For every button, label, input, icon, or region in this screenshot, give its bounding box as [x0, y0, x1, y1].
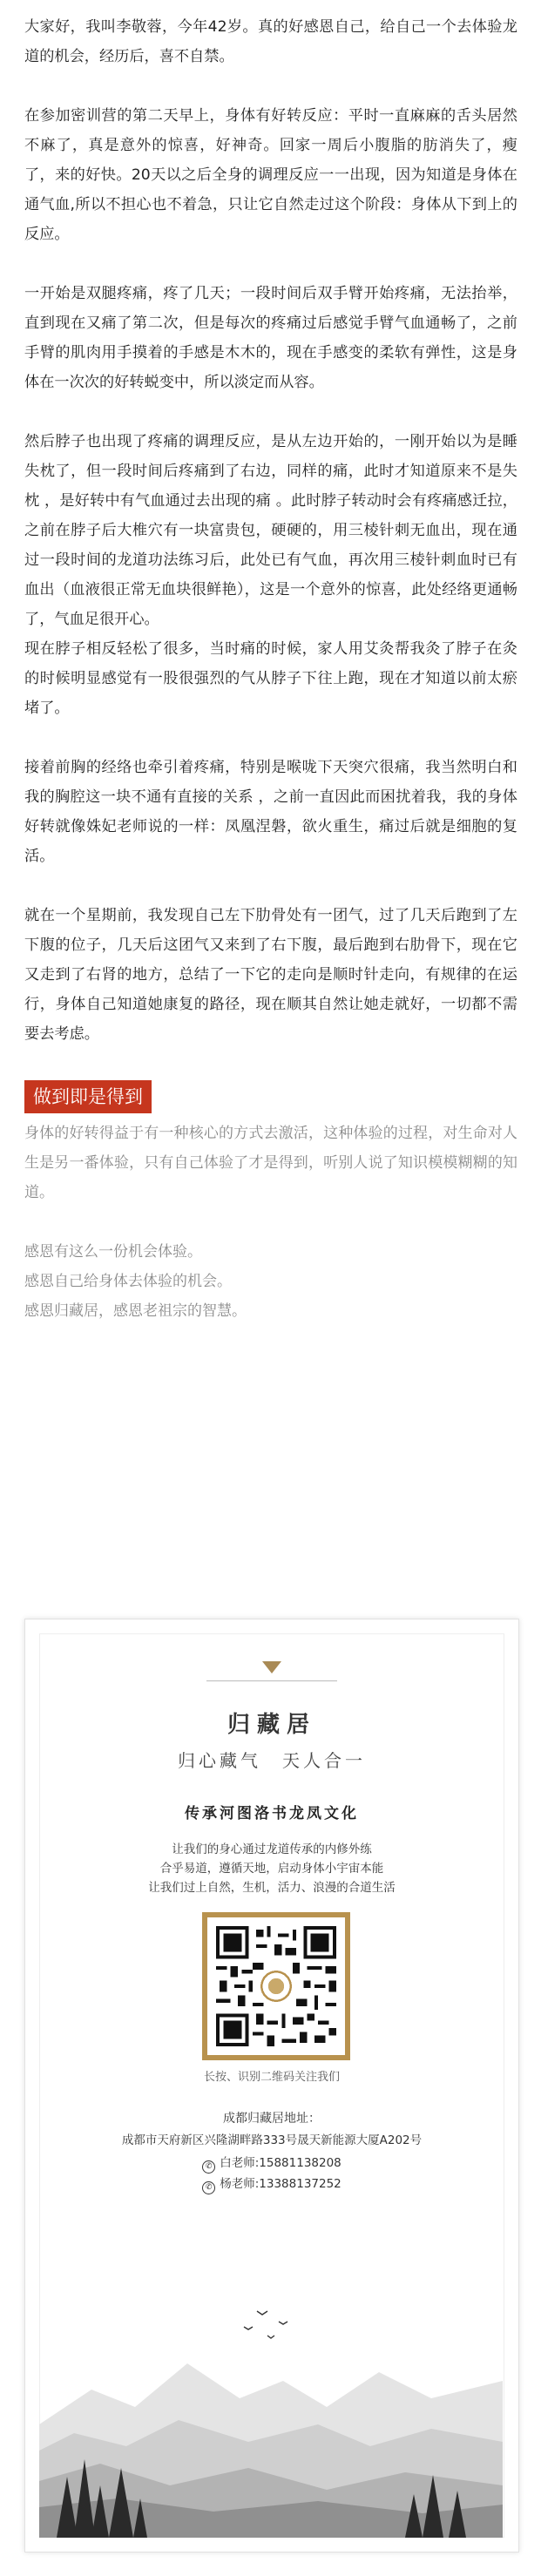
- paragraph-neck: 然后脖子也出现了疼痛的调理反应，是从左边开始的，一刚开始以为是睡失枕了，但一段时间后疼痛到了右边，同样的痛，此时才知道原来不是失枕 ，是好转中有气血通过去出现的痛 。此时脖子转动时会有疼痛感迁拉，之前在脖子后大椎穴有一块富贵包，硬硬的，用三棱针刺无血出，现在通过一段时间的龙道功法练习后，此处已有气血，再次用三棱针刺血时已有血出（血液很正常无血块很鲜艳），这是一个意外的惊喜，此处经络更通畅了，气血足很开心。: [24, 433, 517, 628]
- brand-slogan: 传承河图洛书龙凤文化: [185, 1805, 359, 1822]
- contact-phone-text: 白老师:15881138208: [220, 2156, 342, 2170]
- section-heading: 做到即是得到: [24, 1080, 152, 1113]
- paragraph-qi-movement: 就在一个星期前，我发现自己左下肋骨处有一团气，过了几天后跑到了左下腹的位子，几天后这团气又来到了右下腹，最后跑到右肋骨下，现在它又走到了右肾的地方，总结了一下它的走向是顺时针走向，有规律的在运行，身体自己知道她康复的路径，现在顺其自然让她走就好，一切都不需要去考虑。: [24, 907, 517, 1043]
- triangle-ornament-icon: [262, 1661, 281, 1673]
- paragraph-chest: 接着前胸的经络也牵引着疼痛，特别是喉咙下天突穴很痛，我当然明白和我的胸腔这一块不通有直接的关系 ，之前一直因此而困扰着我，我的身体好转就像姝妃老师说的一样：凤凰涅磐，欲火重生，痛过后就是细胞的复活。: [24, 759, 517, 865]
- phone-icon: ✆: [202, 2181, 215, 2194]
- brand-motto: 归心藏气 天人合一: [178, 1750, 366, 1771]
- intro-line: 合乎易道，遵循天地，启动身体小宇宙本能: [159, 1862, 384, 1876]
- promo-card: [24, 1619, 519, 2552]
- address-label: 成都归藏居地址：: [223, 2112, 321, 2126]
- thanks-line: 感恩归藏居，感恩老祖宗的智慧。: [24, 1302, 247, 1320]
- thanks-line: 感恩自己给身体去体验的机会。: [24, 1273, 232, 1290]
- contact-phone-text: 杨老师:13388137252: [220, 2177, 342, 2191]
- brand-title: 归藏居: [227, 1712, 316, 1738]
- paragraph-intro: 大家好，我叫李敬蓉，今年42岁。真的好感恩自己，给自己一个去体验龙道的机会，经历后，喜不自禁。: [24, 18, 517, 65]
- intro-line: 让我们过上自然，生机，活力、浪漫的合道生活: [148, 1881, 396, 1895]
- divider: [206, 1680, 337, 1681]
- phone-icon: ✆: [202, 2160, 215, 2174]
- ink-landscape-illustration: [39, 2276, 503, 2538]
- contact-phone[interactable]: [25, 2153, 518, 2174]
- address: 成都市天府新区兴隆湖畔路333号晟天新能源大厦A202号: [121, 2133, 423, 2147]
- paragraph-first-reaction: 在参加密训营的第二天早上，身体有好转反应：平时一直麻麻的舌头居然不麻了，真是意外的惊喜，好神奇。回家一周后小腹脂的肪消失了，瘦了，来的好快。20天以之后全身的调理反应一一出现，因为知道是身体在通气血,所以不担心也不着急，只让它自然走过这个阶段：身体从下到上的反应。: [24, 107, 517, 243]
- contact-phone[interactable]: [25, 2174, 518, 2194]
- paragraph-moxibustion: 现在脖子相反轻松了很多，当时痛的时候，家人用艾灸帮我灸了脖子在灸的时候明显感觉有一股很强烈的气从脖子下往上跑，现在才知道以前太瘀堵了。: [24, 640, 517, 717]
- article-body: [24, 12, 517, 1326]
- intro-line: 让我们的身心通过龙道传承的内修外练: [172, 1842, 372, 1856]
- qr-code[interactable]: [202, 1912, 350, 2060]
- paragraph-summary: 身体的好转得益于有一种核心的方式去激活，这种体验的过程，对生命对人生是另一番体验，只有自己体验了才是得到，听别人说了知识模模糊糊的知道。: [24, 1125, 517, 1201]
- qr-caption: 长按、识别二维码关注我们: [203, 2071, 340, 2084]
- thanks-line: 感恩有这么一份机会体验。: [24, 1243, 202, 1261]
- paragraph-arms: 一开始是双腿疼痛，疼了几天；一段时间后双手臂开始疼痛，无法抬举，直到现在又痛了第二次，但是每次的疼痛过后感觉手臂气血通畅了，之前手臂的肌肉用手摸着的手感是木木的，现在手感变的柔软有弹性，这是身体在一次次的好转蜕变中，所以淡定而从容。: [24, 285, 517, 391]
- qr-code-icon: [216, 1926, 336, 2046]
